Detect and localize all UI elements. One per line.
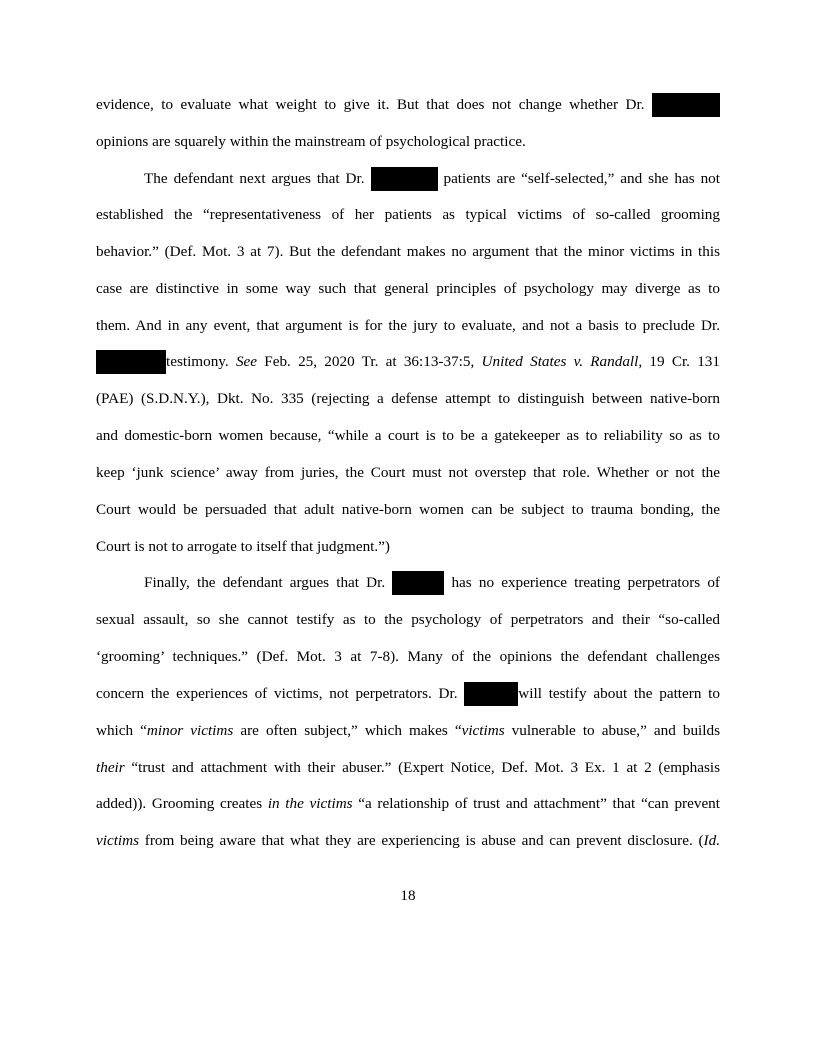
text-line (96, 682, 720, 706)
redaction-box (96, 350, 166, 374)
text-line (96, 535, 720, 559)
text-line (96, 203, 720, 227)
text-segment: “a relationship of trust and attachment” that “can prevent (352, 795, 720, 812)
text-segment: Feb. 25, 2020 Tr. at 36:13-37:5, (257, 353, 482, 370)
text-line (96, 424, 720, 448)
text-segment: Court is not to arrogate to itself that judgment.”) (96, 538, 390, 555)
case-name-italic: United States v. Randall (481, 353, 639, 370)
text-line (96, 93, 720, 117)
text-line (96, 792, 720, 816)
redaction-box (371, 167, 438, 191)
text-segment: and domestic-born women because, “while a court is to be a gatekeeper as to reliability so as to (96, 427, 720, 444)
redaction-box (652, 93, 720, 117)
text-segment: keep ‘junk science’ away from juries, the Court must not overstep that role. Whether or not the (96, 464, 720, 481)
text-segment: behavior.” (Def. Mot. 3 at 7). But the defendant makes no argument that the minor victims in this (96, 243, 720, 260)
text-segment: (PAE) (S.D.N.Y.), Dkt. No. 335 (rejecting a defense attempt to distinguish between native-born (96, 390, 720, 407)
text-segment: “trust and attachment with their abuser.” (Expert Notice, Def. Mot. 3 Ex. 1 at 2 (emphasis (124, 759, 720, 776)
text-segment-italic: in the victims (267, 795, 353, 812)
text-segment-italic: victims (96, 832, 140, 849)
text-segment: , 19 Cr. 131 (638, 353, 720, 370)
text-segment: Finally, the defendant argues that Dr. (144, 574, 393, 591)
text-line (96, 350, 720, 374)
text-line (144, 167, 720, 191)
text-segment: added)). Grooming creates (96, 795, 268, 812)
text-segment: concern the experiences of victims, not perpetrators. Dr. (96, 685, 465, 702)
text-line (96, 756, 720, 780)
text-segment: opinions are squarely within the mainstream of psychological practice. (96, 133, 526, 150)
text-line (96, 130, 720, 154)
redaction-box (464, 682, 518, 706)
text-line (144, 571, 720, 595)
text-segment: vulnerable to abuse,” and builds (504, 722, 720, 739)
text-line (96, 314, 720, 338)
text-segment-italic: victims (461, 722, 505, 739)
page-number: 18 (400, 887, 416, 904)
text-segment: patients are “self-selected,” and she has not (437, 170, 720, 187)
citation-id-italic: Id. (703, 832, 720, 849)
text-segment: Court would be persuaded that adult native-born women can be subject to trauma bonding, the (96, 501, 720, 518)
text-segment: established the “representativeness of her patients as typical victims of so-called grooming (96, 206, 720, 223)
text-line (96, 387, 720, 411)
text-segment-italic: See (235, 353, 258, 370)
text-segment: are often subject,” which makes “ (233, 722, 462, 739)
text-line (96, 719, 720, 743)
text-segment: evidence, to evaluate what weight to give it. But that does not change whether Dr. (96, 96, 652, 113)
text-segment-italic: minor victims (146, 722, 234, 739)
text-segment: has no experience treating perpetrators of (444, 574, 720, 591)
text-segment: will testify about the pattern to (518, 685, 720, 702)
text-line (96, 461, 720, 485)
text-segment: ‘grooming’ techniques.” (Def. Mot. 3 at 7-8). Many of the opinions the defendant challenges (96, 648, 720, 665)
text-segment-italic: their (96, 759, 125, 776)
redaction-box (392, 571, 444, 595)
text-segment: case are distinctive in some way such that general principles of psychology may diverge as to (96, 280, 720, 297)
text-segment: sexual assault, so she cannot testify as to the psychology of perpetrators and their “so-called (96, 611, 720, 628)
text-line (96, 829, 720, 853)
text-segment: The defendant next argues that Dr. (144, 170, 371, 187)
text-segment: which “ (96, 722, 147, 739)
text-line (96, 645, 720, 669)
text-line (96, 277, 720, 301)
text-segment: testimony. (166, 353, 236, 370)
text-segment: them. And in any event, that argument is for the jury to evaluate, and not a basis to preclude Dr. (96, 317, 720, 334)
text-line (96, 608, 720, 632)
text-line (96, 240, 720, 264)
text-segment: from being aware that what they are experiencing is abuse and can prevent disclosure. ( (139, 832, 704, 849)
text-line (96, 498, 720, 522)
